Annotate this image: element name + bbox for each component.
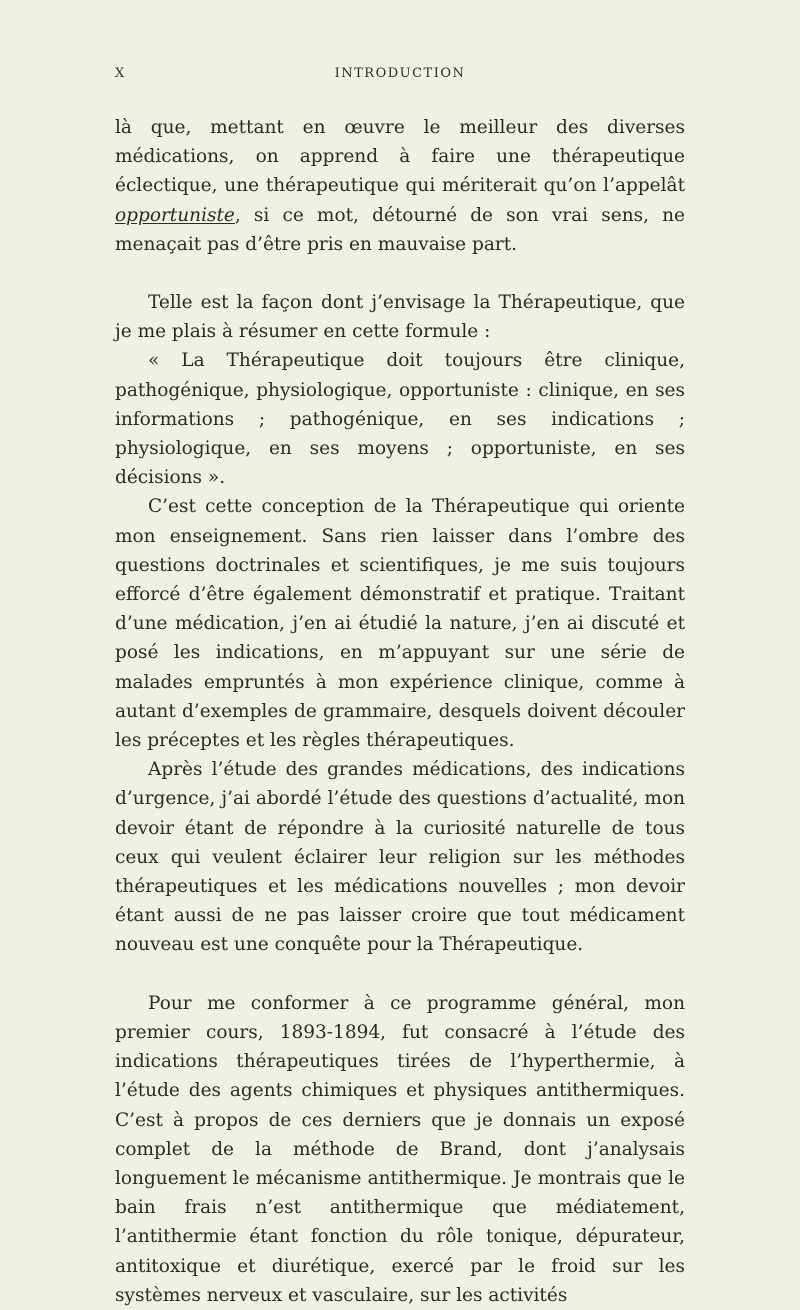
paragraph-1 <box>115 113 685 259</box>
running-title: INTRODUCTION <box>334 66 466 81</box>
running-head <box>115 66 685 86</box>
paragraph-4: C’est cette conception de la Thérapeutique qui oriente mon enseignement. Sans rien laisser dans l’ombre des questions doctrinales et scientifiques, je me suis toujours efforcé d’être également démonstratif et pratique. Traitant d’une médication, j’en ai étudié la nature, j’en ai discuté et posé les indications, en m’appuyant sur une série de malades empruntés à mon expérience clinique, comme à autant d’exemples de grammaire, desquels doivent découler les préceptes et les règles thérapeutiques. <box>115 496 685 752</box>
paragraph-5: Après l’étude des grandes médications, des indications d’urgence, j’ai abordé l’étude des questions d’actualité, mon devoir étant de répondre à la curiosité naturelle de tous ceux qui veulent éclairer leur religion sur les méthodes thérapeutiques et les médications nouvelles ; mon devoir étant aussi de ne pas laisser croire que tout médicament nouveau est une conquête pour la Thérapeutique. <box>115 759 685 956</box>
paragraph-2: Telle est la façon dont j’envisage la Thérapeutique, que je me plais à résumer en cette formule : <box>115 292 685 343</box>
paragraph-1-end: , si ce mot, détourné de son vrai sens, ne menaçait pas d’être pris en mauvaise part. <box>115 204 685 255</box>
paragraph-6: Pour me conformer à ce programme général, mon premier cours, 1893-1894, fut consacré à l’étude des indications thérapeutiques tirées de l’hyperthermie, à l’étude des agents chimiques et physiques antithermiques. C’est à propos de ces derniers que je donnais un exposé complet de la méthode de Brand, dont j’analysais longuement le mécanisme antithermique. Je montrais que le bain frais n’est antithermique que médiatement, l’antithermie étant fonction du rôle tonique, dépurateur, antitoxique et diurétique, exercé par le froid sur les systèmes nerveux et vasculaire, sur les activités <box>115 992 685 1306</box>
emphasis-opportuniste: opportuniste <box>115 204 235 226</box>
body-text <box>115 113 685 1310</box>
paragraph-3-formula: « La Thérapeutique doit toujours être clinique, pathogénique, physiologique, opportuniste : clinique, en ses informations ; pathogénique, en ses indications ; physiologique, en ses moyens ; opportuniste, en ses décisions ». <box>115 350 685 489</box>
page-number: X <box>115 66 125 81</box>
paragraph-1-start: là que, mettant en œuvre le meilleur des diverses médications, on apprend à faire une thérapeutique éclectique, une thérapeutique qui mériterait qu’on l’appelât <box>115 117 685 197</box>
